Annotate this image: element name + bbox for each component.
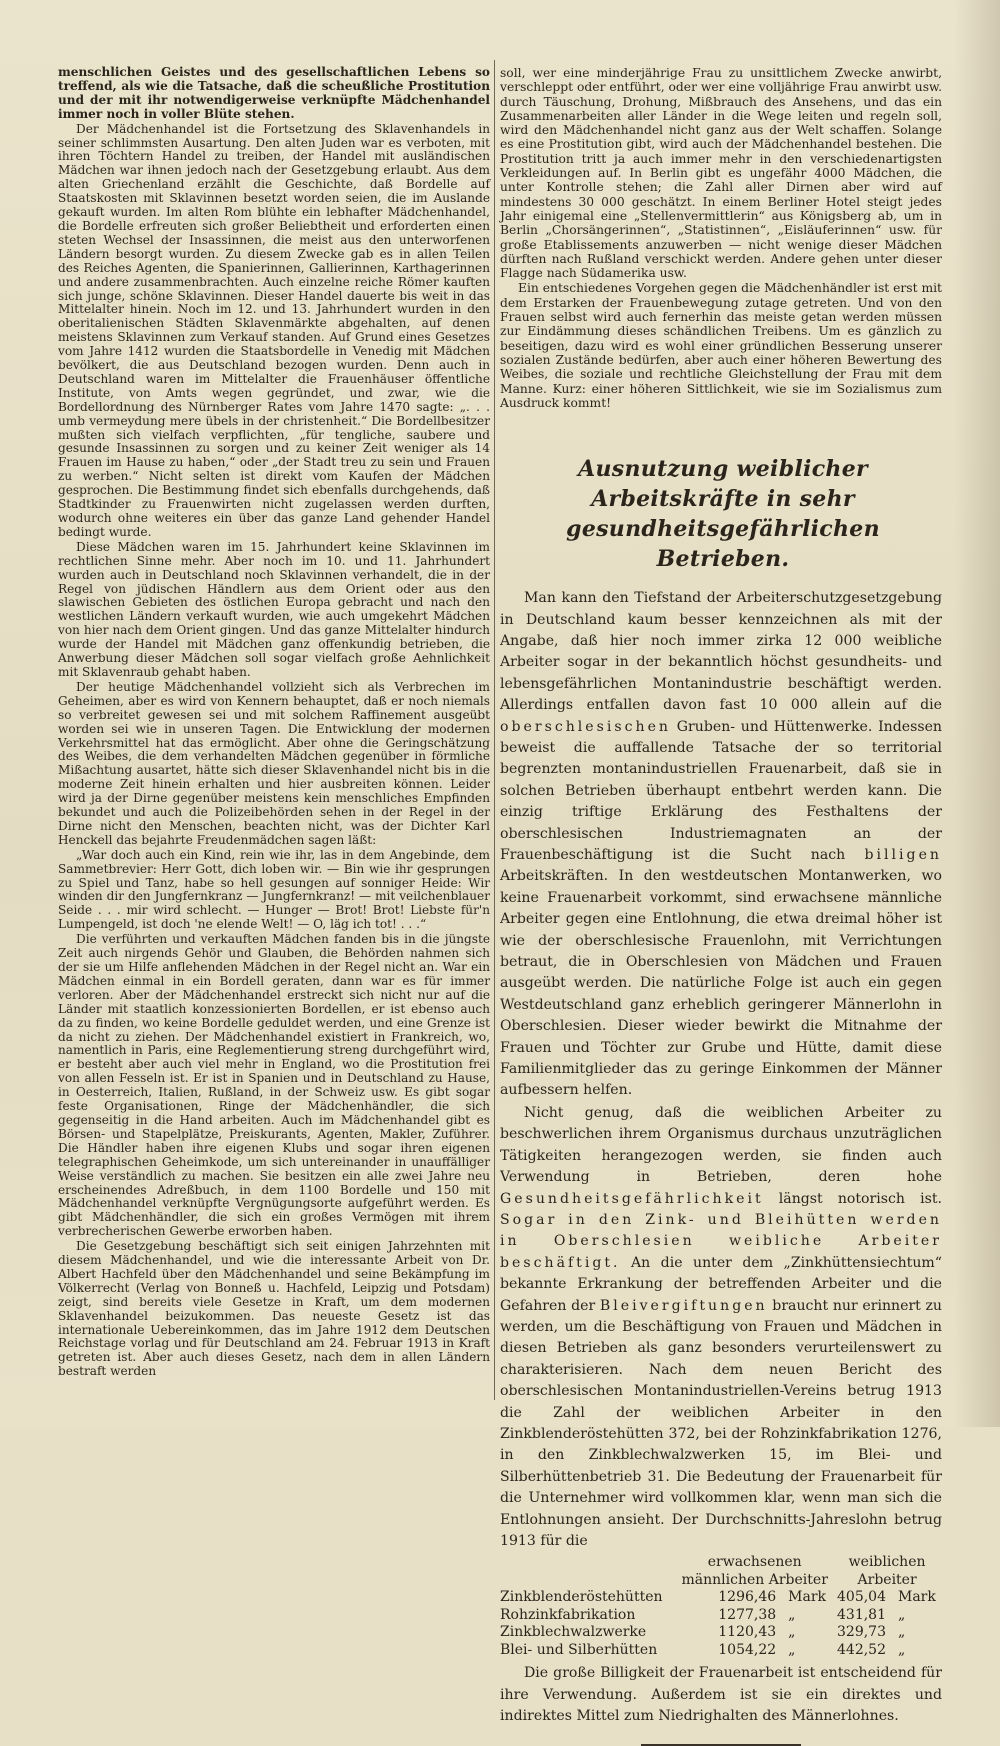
emphasis-text: Bleivergiftungen <box>599 1297 768 1314</box>
article-paragraph-1 <box>500 588 942 1102</box>
table-row <box>500 1607 942 1625</box>
female-unit: „ <box>898 1624 906 1641</box>
male-unit: Mark <box>788 1589 827 1606</box>
female-wage: 329,73 <box>837 1624 886 1641</box>
male-header-line-1: erwachsenen <box>707 1554 802 1571</box>
wage-table-empty-header <box>500 1554 677 1589</box>
male-unit: „ <box>788 1624 796 1641</box>
left-paragraph-2: Der Mädchenhandel ist die Fortsetzung des Sklavenhandels in seiner schlimmsten Ausartung. Den alten Juden war es verboten, mit ihren Töchtern Handel zu treiben, der Handel mit ausländischen Mädchen war ihnen jedoch nach der Gesetzgebung erlaubt. Aus dem alten Griechenland erzählt die Geschichte, daß Bordelle auf Staatskosten mit Sklavinnen besetzt worden seien, die im Auslande gekauft wurden. Im alten Rom blühte ein lebhafter Mädchenhandel, die Bordelle erfreuten sich großer Beliebtheit und erforderten einen steten Wechsel der Insassinnen, die meist aus den unterworfenen Ländern besorgt wurden. Zu diesem Zwecke gab es in allen Teilen des Reiches Agenten, die Spanierinnen, Gallierinnen, Karthagerinnen und andere zusammenbrachten. Auch einzelne reiche Römer kauften sich junge, schöne Sklavinnen. Dieser Handel dauerte bis weit in das Mittelalter hinein. Noch im 12. und 13. Jahrhundert wurden in den oberitalienischen Städten Sklavenmärkte abgehalten, auf denen meistens Sklavinnen zum Verkauf standen. Auf Grund eines Gesetzes vom Jahre 1412 wurden die Staatsbordelle in Venedig mit Mädchen bevölkert, die aus Deutschland bezogen wurden. Denn auch in Deutschland waren im Mittelalter die Frauenhäuser öffentliche Institute, von Amts wegen gegründet, und zwar, wie die Bordellordnung des Nürnberger Rates vom Jahre 1470 sagte: „. . . umb vermeydung mere übels in der christenheit.“ Die Bordellbesitzer mußten sich vielfach verpflichten, „für tengliche, saubere und gesunde Insassinnen zu sorgen und zu keiner Zeit weniger als 14 Frauen im Hause zu haben,“ oder „der Stadt treu zu sein und Frauen zu werben.“ Nicht selten ist direkt vom Kaufen der Mädchen gesprochen. Die Bestimmung findet sich ebenfalls durchgehends, daß Stadtkinder zu Frauenwirten nicht zugelassen werden durften, wodurch ohne weiteres ein über das ganze Land gehender Handel bedingt wurde. <box>58 121 490 539</box>
emphasis-text: Sogar in den Zink- und Bleihütten werden in Oberschlesien weibliche Arbeiter beschäftigt. <box>500 1211 942 1271</box>
female-unit: „ <box>898 1641 906 1658</box>
article-title-line-2: gesundheitsgefährlichen Betrieben. <box>566 516 880 573</box>
right-column <box>500 66 943 1725</box>
article-text: braucht nur erinnert zu werden, um die Beschäftigung von Frauen und Mädchen in diesen Betrieben als ganz besonders verurteilenswert zu charakterisieren. Nach dem neuen Bericht des oberschlesischen Montanindustriellen-Vereins betrug 1913 die Zahl der weiblichen Arbeiter in den Zinkblenderöstehütten 372, bei der Rohzinkfabrikation 1276, in den Zinkblechwalzwerken 15, im Blei- und Silberhüttenbetrieb 31. Die Bedeutung der Frauenarbeit für die Unternehmer wird vollkommen klar, wenn man sich die Entlohnungen ansieht. Der Durchschnitts-Jahreslohn betrug 1913 für die <box>500 1297 943 1549</box>
left-paragraph-3: Diese Mädchen waren im 15. Jahrhundert keine Sklavinnen im rechtlichen Sinne mehr. Aber noch im 10. und 11. Jahrhundert wurden auch in Deutschland noch Sklavinnen verhandelt, die in der Regel von jüdischen Händlern aus dem Orient oder aus den slawischen Gebieten des östlichen Europa gebracht und nach den westlichen Ländern verkauft wurden, wie auch umgekehrt Mädchen von hier nach dem Orient gingen. Und das ganze Mittelalter hindurch wurde der Handel mit Mädchen ganz offenkundig betrieben, die Anwerbung dieser Mädchen soll sogar vielfach große Aehnlichkeit mit Sklavenraub gehabt haben. <box>58 539 490 679</box>
emphasis-text: Gesundheitsgefährlichkeit <box>500 1190 764 1207</box>
right-paragraph-2: Ein entschiedenes Vorgehen gegen die Mädchenhändler ist erst mit dem Erstarken der Frauenbewegung zutage getreten. Und von den Frauen selbst wird auch fernerhin das meiste getan werden müssen zur Eindämmung dieses schändlichen Treibens. Um es gänzlich zu beseitigen, dazu wird es wohl einer gründlichen Besserung unserer sozialen Zustände bedürfen, aber auch einer höheren Bewertung des Weibes, die soziale und rechtliche Gleichstellung der Frau mit dem Manne. Kurz: einer höheren Sittlichkeit, wie sie im Sozialismus zum Ausdruck kommt! <box>500 281 942 410</box>
wage-table <box>500 1554 942 1659</box>
article-text: Gruben- und Hüttenwerke. Indessen beweist die auffallende Tatsache der so territorial begrenzten montanindustriellen Frauenarbeit, daß sie in solchen Betrieben überhaupt entbehrt werden kann. Die einzig triftige Erklärung des Festhaltens der oberschlesischen Industriemagnaten an der Frauenbeschäftigung ist die Sucht nach <box>500 718 942 863</box>
emphasis-text: oberschlesischen <box>500 718 671 735</box>
intro-bold-text: menschlichen Geistes und des gesellschaftlichen Lebens so treffend, als wie die Tatsache, daß die scheußliche Prostitution und der mit ihr notwendigerweise verknüpfte Mädchenhandel immer noch in voller Blüte stehen. <box>58 65 490 121</box>
right-paragraph-1: soll, wer eine minderjährige Frau zu unsittlichem Zwecke anwirbt, verschleppt oder entführt, oder wer eine volljährige Frau anwirbt usw. durch Täuschung, Drohung, Mißbrauch des Ansehens, und das ein Zusammenarbeiten aller Länder in die Wege leiten und regeln soll, wird den Mädchenhandel nicht ganz aus der Welt schaffen. Solange es eine Prostitution gibt, wird auch der Mädchenhandel bestehen. Die Prostitution tritt ja auch immer mehr in den verschiedenartigsten Verkleidungen auf. In Berlin gibt es ungefähr 4000 Mädchen, die unter Kontrolle stehen; die Zahl aller Dirnen aber wird auf mindestens 30 000 geschätzt. In einem Berliner Hotel steigt jedes Jahr einigemal eine „Stellenvermittlerin“ aus Königsberg ab, um in Berlin „Chorsängerinnen“, „Statistinnen“, „Eisläuferinnen“ usw. für große Etablissements anzuwerben — nicht wenige dieser Mädchen dürften nach Rußland verschickt werden. Andere gehen unter dieser Flagge nach Südamerika usw. <box>500 66 943 281</box>
article-title-line-1: Ausnutzung weiblicher Arbeitskräfte in sehr <box>578 456 868 513</box>
article-text: An die unter dem „Zinkhüttensiechtum“ bekannte Erkrankung der betreffenden Arbeiter und die Gefahren der <box>500 1254 942 1314</box>
female-wage: 431,81 <box>837 1606 886 1623</box>
female-workers-header <box>832 1554 942 1589</box>
poem-quote: „War doch auch ein Kind, rein wie ihr, las in dem Angebinde, dem Sammetbrevier: Herr Gott, dich loben wir. — Bin wie ihr gesprungen zu Spiel und Tanz, habe so hell gesungen auf sonniger Heide: Wir winden dir den Jungfernkranz — Jungfernkranz! — mit veilchenblauer Seide . . . mir wird schlecht. — Hunger — Brot! Brot! Liebste für'n Lumpengeld, ist doch 'ne elende Welt! — O, läg ich tot! . . .“ <box>58 847 490 932</box>
male-unit: „ <box>788 1641 796 1658</box>
male-workers-header <box>677 1554 832 1589</box>
article-end-rule <box>641 1744 801 1746</box>
female-header-line-2: Arbeiter <box>857 1571 917 1588</box>
female-unit: „ <box>898 1606 906 1623</box>
male-wage: 1277,38 <box>718 1606 777 1623</box>
article-text: längst notorisch ist. <box>778 1190 942 1207</box>
row-label: Zinkblechwalzwerke <box>500 1624 647 1641</box>
emphasis-text: billigen <box>864 847 942 863</box>
table-row <box>500 1624 942 1642</box>
left-paragraph-4: Der heutige Mädchenhandel vollzieht sich als Verbrechen im Geheimen, aber es wird von Kennern behauptet, daß er noch niemals so verbreitet gewesen sei und mit solchem Raffinement ausgeübt worden sei wie in unseren Tagen. Die Entwicklung der modernen Verkehrsmittel hat das ermöglicht. Aber ohne die Geringschätzung des Weibes, die dem verhandelten Mädchen gegenüber in förmliche Mißachtung ausartet, hätte sich dieser Sklavenhandel nicht bis in die moderne Zeit hinein erhalten und hier ausbreiten können. Leider wird ja der Dirne gegenüber meistens kein menschliches Empfinden bekundet und auch die Polizeibehörden sehen in der Regel in der Dirne nicht den Menschen, beachten nicht, was der Dichter Karl Henckell das bejahrte Freudenmädchen sagen läßt: <box>58 679 490 847</box>
article-frauenarbeit <box>500 454 942 1746</box>
female-wage: 405,04 <box>837 1589 886 1606</box>
male-header-line-2: männlichen Arbeiter <box>681 1571 828 1588</box>
article-text: Man kann den Tiefstand der Arbeiterschutzgesetzgebung in Deutschland kaum besser kennzeichnen als mit der Angabe, daß hier noch immer zirka 12 000 weibliche Arbeiter sogar in der bekanntlich höchst gesundheits- und lebensgefährlichen Montanindustrie beschäftigt werden. Allerdings entfallen davon fast 10 000 allein auf die <box>500 590 942 714</box>
row-label: Rohzinkfabrikation <box>500 1606 636 1623</box>
row-label: Blei- und Silberhütten <box>500 1641 658 1658</box>
female-unit: Mark <box>898 1589 936 1606</box>
left-column <box>58 66 490 1396</box>
row-label: Zinkblenderöstehütten <box>500 1589 663 1606</box>
male-wage: 1296,46 <box>718 1589 777 1606</box>
left-paragraph-1 <box>58 66 490 122</box>
male-wage: 1120,43 <box>718 1624 777 1641</box>
continued-article <box>500 66 942 410</box>
table-row <box>500 1589 942 1607</box>
article-text: Nicht genug, daß die weiblichen Arbeiter zu beschwerlichen ihrem Organismus durchaus unzuträglichen Tätigkeiten herangezogen werden, sie finden auch Verwendung in Betrieben, deren hohe <box>500 1104 942 1186</box>
male-unit: „ <box>788 1606 796 1623</box>
left-paragraph-6: Die verführten und verkauften Mädchen fanden bis in die jüngste Zeit auch nirgends Gehör und Glauben, die Behörden nahmen sich der sie um Hilfe anflehenden Mädchen in der Regel nicht an. War ein Mädchen einmal in ein Bordell geraten, dann war es für immer verloren. Aber der Mädchenhandel erstreckt sich nicht nur auf die Länder mit staatlich konzessionierten Bordellen, er ist ebenso auch da zu finden, wo keine Bordelle geduldet werden, und eine Grenze ist da nicht zu ziehen. Der Mädchenhandel existiert in Frankreich, wo, namentlich in Paris, eine Reglementierung streng durchgeführt wird, er besteht aber auch viel mehr in England, wo die Prostitution frei von allen Fesseln ist. Er ist in Spanien und in Deutschland zu Hause, in Oesterreich, Italien, Rußland, in der Schweiz usw. Es gibt sogar feste Organisationen, Ringe der Mädchenhändler, die sich gegenseitig in die Hand arbeiten. Auch im Mädchenhandel gibt es Börsen- und Stapelplätze, Preiskurants, Agenten, Makler, Zuführer. Die Händler haben ihre eigenen Klubs und sogar ihren eigenen telegraphischen Geheimkode, um sich untereinander in unauffälliger Weise verständlich zu machen. Sie besitzen ein alle zwei Jahre neu erscheinendes Adreßbuch, in dem 1100 Bordelle und 150 mit Mädchenhandel verknüpfte Vergnügungsorte aufgeführt werden. Es gibt Mädchenhändler, die sich ein großes Vermögen mit ihrem verbrecherischen Gewerbe erworben haben. <box>58 932 490 1239</box>
table-row <box>500 1642 942 1660</box>
article-title <box>504 454 942 574</box>
article-paragraph-2 <box>500 1103 942 1553</box>
male-wage: 1054,22 <box>718 1641 777 1658</box>
article-paragraph-3: Die große Billigkeit der Frauenarbeit ist entscheidend für ihre Verwendung. Außerdem ist sie ein direktes und indirektes Mittel zum Niedrighalten des Männerlohnes. <box>500 1665 942 1725</box>
female-wage: 442,52 <box>837 1641 886 1658</box>
article-text: Arbeitskräften. In den westdeutschen Montanwerken, wo keine Frauenarbeit vorkommt, sind erwachsene männliche Arbeiter gegen eine Entlohnung, die etwa dreimal höher ist wie der oberschlesische Frauenlohn, mit Verrichtungen betraut, die in Oberschlesien von Mädchen und Frauen ausgeübt werden. Die natürliche Folge ist auch ein gegen Westdeutschland ganz erheblich geringerer Männerlohn in Oberschlesien. Dieser wieder bewirkt die Mitnahme der Frauen und Töchter zur Grube und Hütte, damit diese Familienmitglieder das zu geringe Einkommen der Männer aufbessern helfen. <box>500 868 942 1099</box>
column-divider <box>494 60 495 1400</box>
wage-table-header <box>500 1554 942 1589</box>
left-paragraph-7: Die Gesetzgebung beschäftigt sich seit einigen Jahrzehnten mit diesem Mädchenhandel, und wie die interessante Arbeit von Dr. Albert Hachfeld über den Mädchenhandel und seine Bekämpfung im Völkerrecht (Verlag von Bonneß u. Hachfeld, Leipzig und Potsdam) zeigt, sind bereits viele Gesetze in Kraft, um dem modernen Sklavenhandel beizukommen. Das neueste Gesetz ist das internationale Uebereinkommen, das im Jahre 1912 dem Deutschen Reichstage vorlag und für Deutschland am 24. Februar 1913 in Kraft getreten ist. Aber auch dieses Gesetz, nach dem in allen Ländern bestraft werden <box>58 1239 490 1379</box>
scan-shadow <box>954 0 1000 1427</box>
female-header-line-1: weiblichen <box>848 1554 926 1571</box>
